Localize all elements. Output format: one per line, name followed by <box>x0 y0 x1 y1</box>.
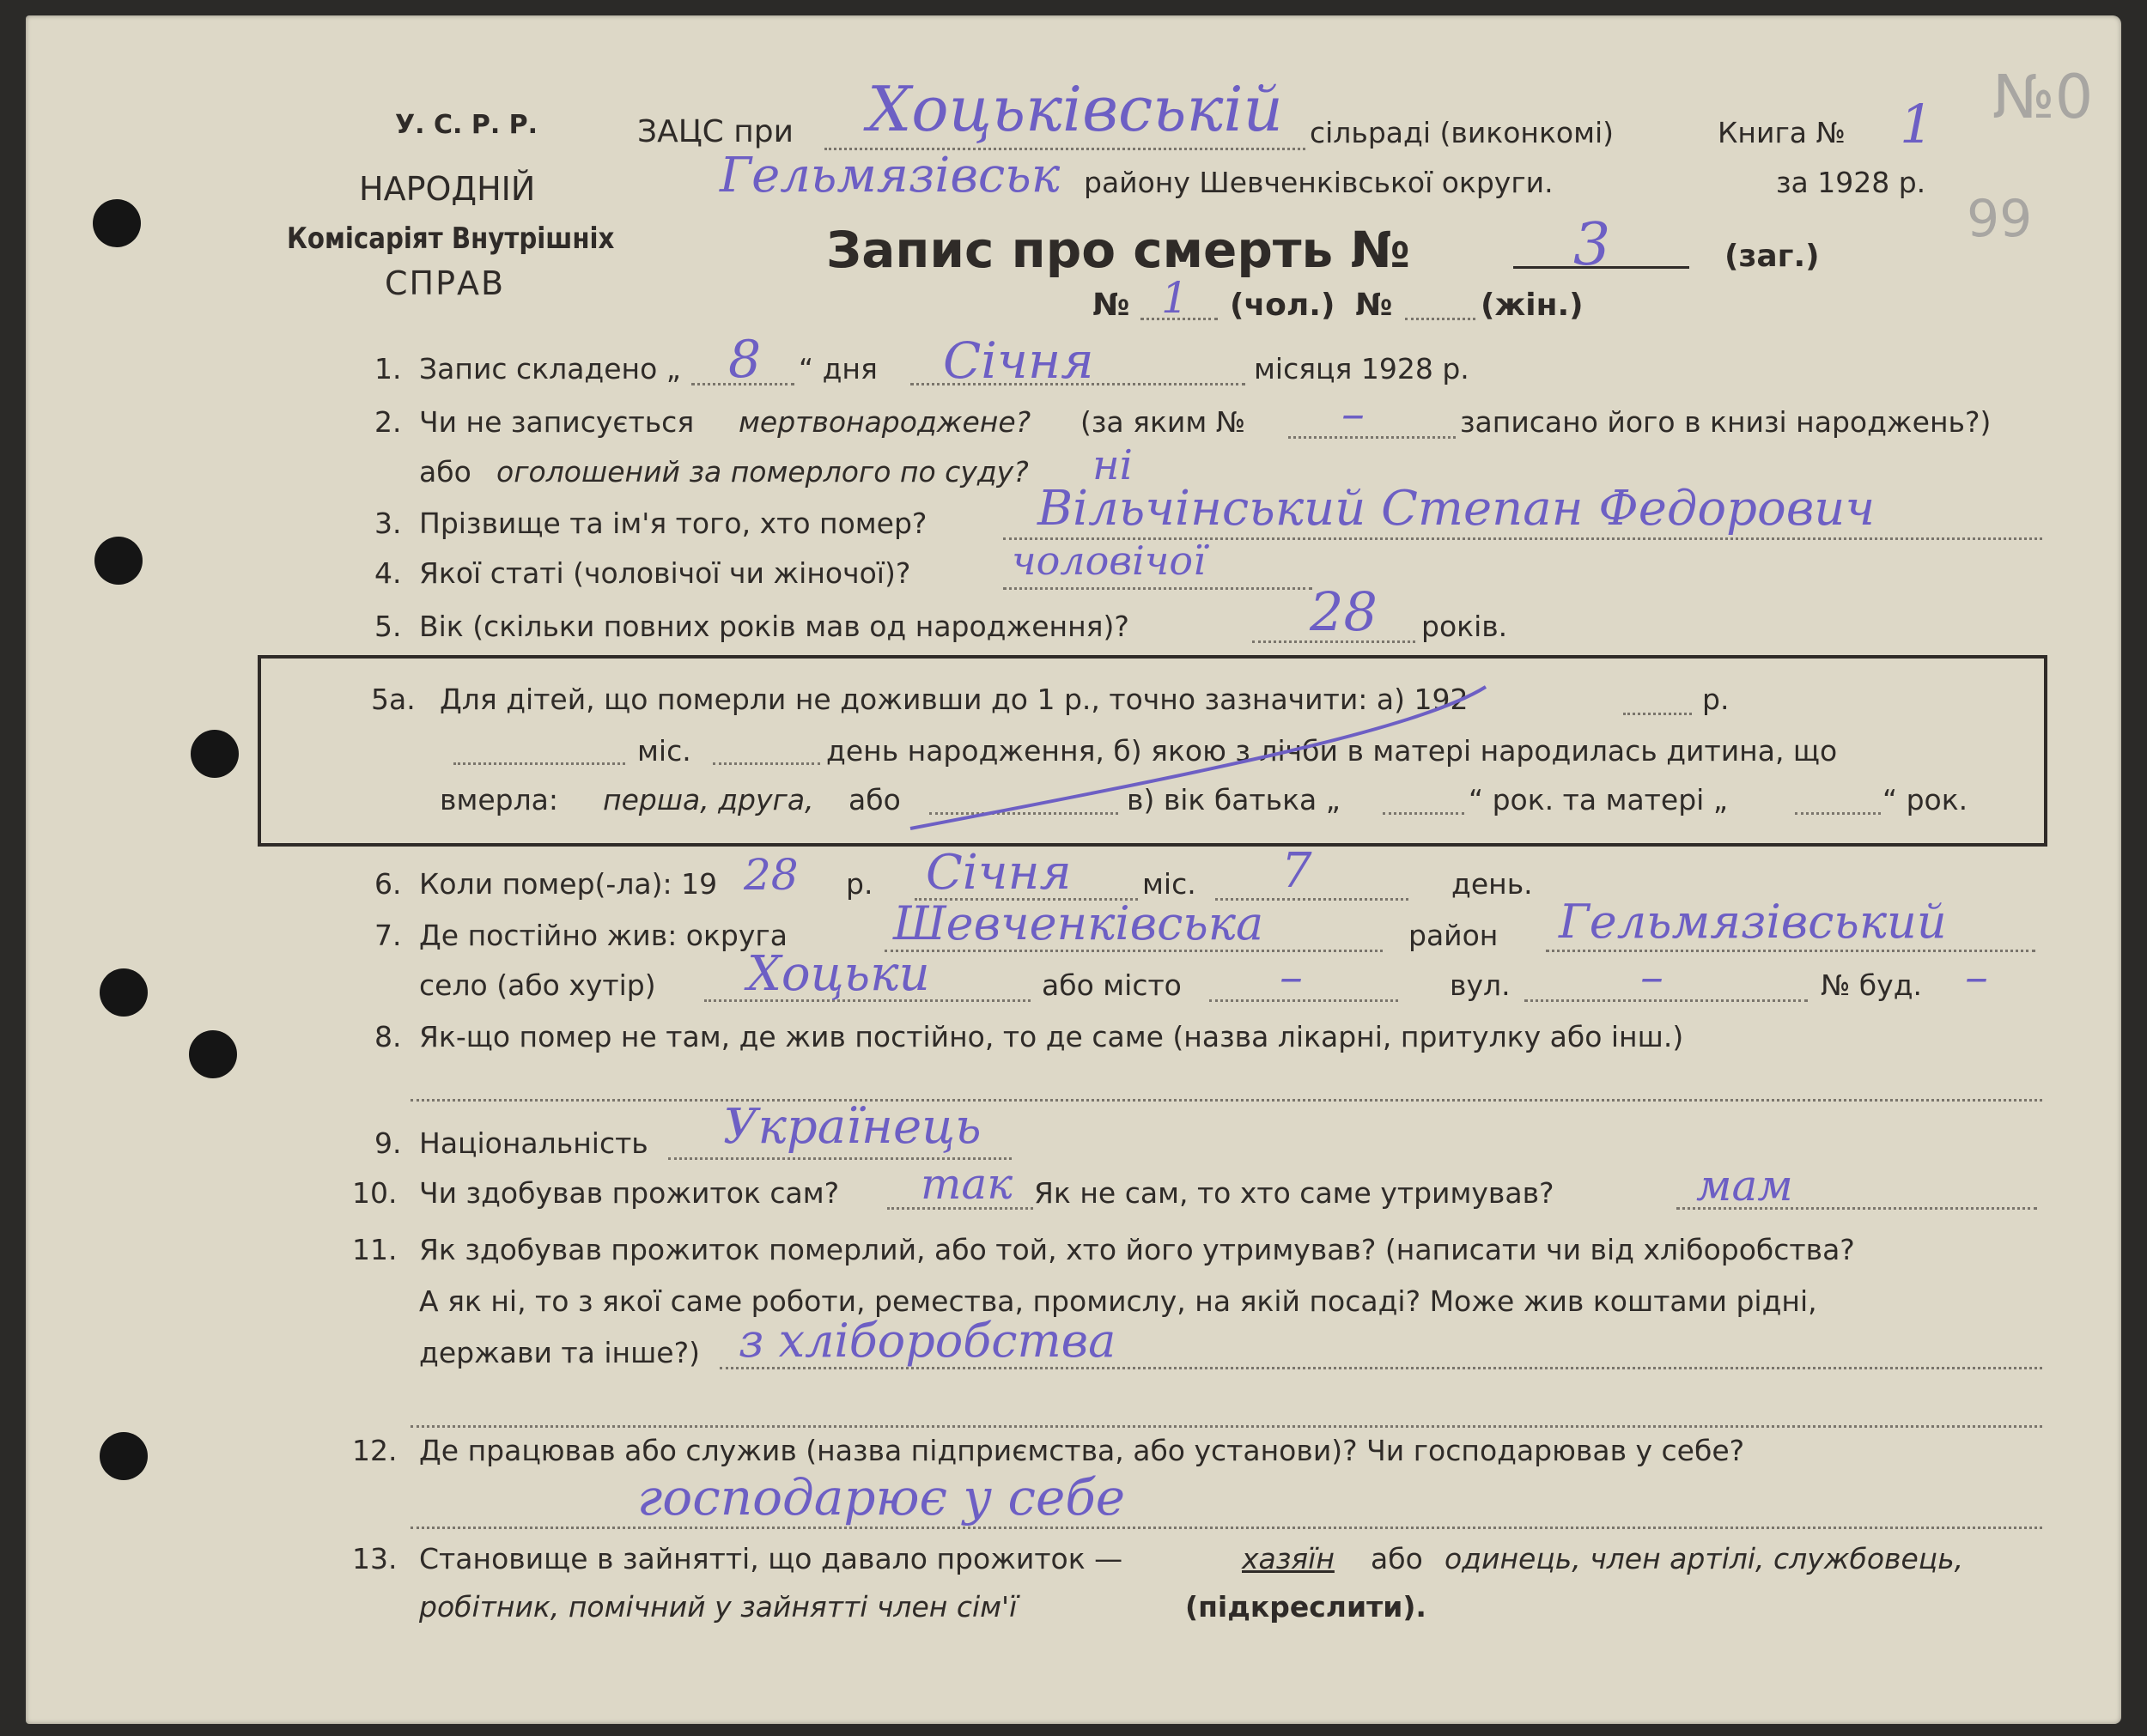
item-4-sex-handwritten: чоловічої <box>1012 537 1206 584</box>
item-5a-died-label: вмерла: <box>440 783 559 816</box>
female-number-label: № <box>1355 288 1393 323</box>
item-7-selo-handwritten: Хоцьки <box>747 946 930 1002</box>
punch-hole <box>189 1030 237 1078</box>
item-10-a: Чи здобував прожиток сам? <box>419 1176 840 1210</box>
item-10-answer-1-handwritten: так <box>921 1159 1013 1209</box>
total-label: (заг.) <box>1724 239 1820 274</box>
item-13-line-1d: одинець, член артілі, службовець, <box>1445 1542 1964 1575</box>
item-1-label: Запис складено „ <box>419 352 681 385</box>
district-handwritten: Гельмязівськ <box>720 148 1061 203</box>
ussr-label: У. С. Р. Р. <box>395 110 538 140</box>
village-council-label: сільраді (виконкомі) <box>1310 116 1615 149</box>
female-number-line <box>1405 318 1475 320</box>
punch-hole <box>191 730 239 778</box>
item-2-stillborn: мертвонароджене? <box>739 405 1031 439</box>
item-1-number: 1. <box>374 352 402 385</box>
item-7-bud-label: № буд. <box>1821 968 1922 1002</box>
item-12-label: Де працював або служив (назва підприємства, або установи)? Чи господарював у себе? <box>419 1434 1745 1467</box>
item-13-line-2a: робітник, помічний у зайнятті член сім'ї <box>419 1590 1018 1624</box>
item-7-rayon-handwritten: Гельмязівський <box>1559 895 1947 949</box>
item-13-number: 13. <box>352 1542 398 1575</box>
male-number-label: № <box>1092 288 1130 323</box>
item-5a-end: “ рок. <box>1882 783 1968 816</box>
item-10-answer-2-handwritten: мам <box>1696 1161 1793 1211</box>
item-5a-month-label: міс. <box>637 734 691 768</box>
item-11-answer-handwritten: з хліборобства <box>739 1314 1116 1368</box>
commissariat-line-3: СПРАВ <box>385 264 506 302</box>
punch-hole <box>100 1432 148 1480</box>
item-8-line <box>411 1099 2042 1102</box>
item-5-label: Вік (скільки повних років мав од народження)? <box>419 610 1129 643</box>
item-5a-father-age: в) вік батька „ <box>1127 783 1341 816</box>
item-9-nationality-handwritten: Українець <box>723 1099 982 1155</box>
pencil-number-mark: №0 <box>1992 62 2094 132</box>
item-7-okruha-label: Де постійно жив: округа <box>419 919 788 952</box>
zags-label: ЗАЦС при <box>637 114 794 149</box>
item-5a-year-r: р. <box>1702 683 1730 716</box>
item-13-line-1a: Становище в зайнятті, що давало прожиток — <box>419 1542 1123 1575</box>
item-5a-line-1: Для дітей, що померли не доживши до 1 р., точно зазначити: а) 192 <box>440 683 1469 716</box>
punch-hole <box>100 968 148 1017</box>
item-5-number: 5. <box>374 610 402 643</box>
item-2-d: записано його в книзі народжень?) <box>1460 405 1992 439</box>
item-2-a: Чи не записується <box>419 405 695 439</box>
item-7-number: 7. <box>374 919 402 952</box>
record-title: Запис про смерть № <box>826 221 1411 279</box>
item-6-month-handwritten: Січня <box>926 845 1072 901</box>
item-13-underline-note: (підкреслити). <box>1185 1590 1426 1624</box>
item-7-misto-line <box>1209 999 1398 1002</box>
item-11-line-1: Як здобував прожиток померлий, або той, хто його утримував? (написати чи від хліборобства? <box>419 1233 1855 1266</box>
item-5a-mother-line <box>1795 812 1881 815</box>
item-5a-line-2: день народження, б) якою з лічби в матері народилась дитина, що <box>826 734 1838 768</box>
district-label: району Шевченківської округи. <box>1084 166 1554 199</box>
male-label: (чол.) <box>1230 288 1335 323</box>
item-4-number: 4. <box>374 556 402 590</box>
item-11-line-3: держави та інше?) <box>419 1336 700 1369</box>
item-8-number: 8. <box>374 1020 402 1053</box>
item-7-misto-label: або місто <box>1042 968 1182 1002</box>
item-5a-order: перша, друга, <box>603 783 814 816</box>
item-7-vul-handwritten: – <box>1640 950 1663 1004</box>
item-13-owner: хазяїн <box>1242 1542 1335 1575</box>
item-7-rayon-label: район <box>1408 919 1499 952</box>
item-6-number: 6. <box>374 867 402 901</box>
item-6-r: р. <box>846 867 873 901</box>
item-9-number: 9. <box>374 1126 402 1160</box>
year-label: за 1928 р. <box>1776 166 1926 199</box>
item-2-court: оголошений за померлого по суду? <box>496 455 1029 489</box>
item-7-vul-label: вул. <box>1450 968 1511 1002</box>
item-1-mid: “ дня <box>799 352 878 385</box>
item-9-label: Національність <box>419 1126 648 1160</box>
item-4-line <box>1003 587 1312 590</box>
female-label: (жін.) <box>1481 288 1584 323</box>
item-11-extra-line <box>411 1425 2042 1428</box>
item-5a-mother-age: “ рок. та матері „ <box>1469 783 1728 816</box>
item-11-line-2: А як ні, то з якої саме роботи, ремества, промислу, на якій посаді? Може жив коштами рідні, <box>419 1284 1817 1318</box>
item-3-label: Прізвище та ім'я того, хто помер? <box>419 507 928 540</box>
item-10-number: 10. <box>352 1176 398 1210</box>
item-5-post: років. <box>1421 610 1508 643</box>
item-3-number: 3. <box>374 507 402 540</box>
pencil-page-mark: 99 <box>1967 189 2033 249</box>
book-label: Книга № <box>1718 116 1846 149</box>
item-13-or: або <box>1371 1542 1423 1575</box>
item-5a-month-line <box>453 762 625 765</box>
item-6-mis: міс. <box>1142 867 1196 901</box>
item-4-label: Якої статі (чоловічої чи жіночої)? <box>419 556 911 590</box>
item-5a-number: 5а. <box>371 683 416 716</box>
item-1-month-handwritten: Січня <box>943 331 1094 390</box>
zags-village-handwritten: Хоцьківській <box>867 73 1283 145</box>
item-2-number: 2. <box>374 405 402 439</box>
book-number-handwritten: 1 <box>1900 93 1934 155</box>
item-5a-strike-mark <box>859 678 1511 841</box>
male-number-handwritten: 1 <box>1161 273 1189 323</box>
item-6-year-handwritten: 28 <box>744 850 799 900</box>
item-8-label: Як-що помер не там, де жив постійно, то де саме (назва лікарні, притулку або інш.) <box>419 1020 1684 1053</box>
item-5a-year-line <box>1623 713 1692 715</box>
item-3-name-handwritten: Вільчінський Степан Федорович <box>1037 481 1876 537</box>
item-5-age-handwritten: 28 <box>1310 580 1378 643</box>
record-number-handwritten: 3 <box>1573 211 1611 279</box>
item-2-c: (за яким № <box>1080 405 1246 439</box>
item-6-label: Коли помер(-ла): 19 <box>419 867 718 901</box>
item-2-number-handwritten: – <box>1341 386 1365 440</box>
item-6-den: день. <box>1451 867 1533 901</box>
item-12-line <box>411 1527 2042 1529</box>
item-11-number: 11. <box>352 1233 398 1266</box>
item-7-bud-handwritten: – <box>1965 950 1988 1004</box>
item-2-number-line <box>1288 436 1456 439</box>
item-1-post: місяця 1928 р. <box>1254 352 1469 385</box>
item-12-answer-handwritten: господарює у себе <box>637 1468 1126 1527</box>
item-2-answer-handwritten: ні <box>1092 441 1133 489</box>
item-5a-or: або <box>848 783 901 816</box>
punch-hole <box>94 537 143 585</box>
item-6-day-handwritten: 7 <box>1281 843 1312 899</box>
item-12-number: 12. <box>352 1434 398 1467</box>
item-7-vul-line <box>1524 999 1808 1002</box>
punch-hole <box>93 199 141 247</box>
item-10-b: Як не сам, то хто саме утримував? <box>1034 1176 1554 1210</box>
item-7-selo-label: село (або хутір) <box>419 968 656 1002</box>
item-7-okruha-handwritten: Шевченківська <box>893 896 1264 950</box>
commissariat-line-2: Комісаріят Внутрішніх <box>287 222 615 256</box>
item-7-rayon-line <box>1546 950 2035 952</box>
item-1-day-handwritten: 8 <box>728 330 762 390</box>
item-2-e: або <box>419 455 471 489</box>
item-5a-day-line <box>713 762 820 765</box>
item-7-misto-handwritten: – <box>1280 950 1303 1004</box>
commissariat-line-1: НАРОДНІЙ <box>359 170 536 208</box>
